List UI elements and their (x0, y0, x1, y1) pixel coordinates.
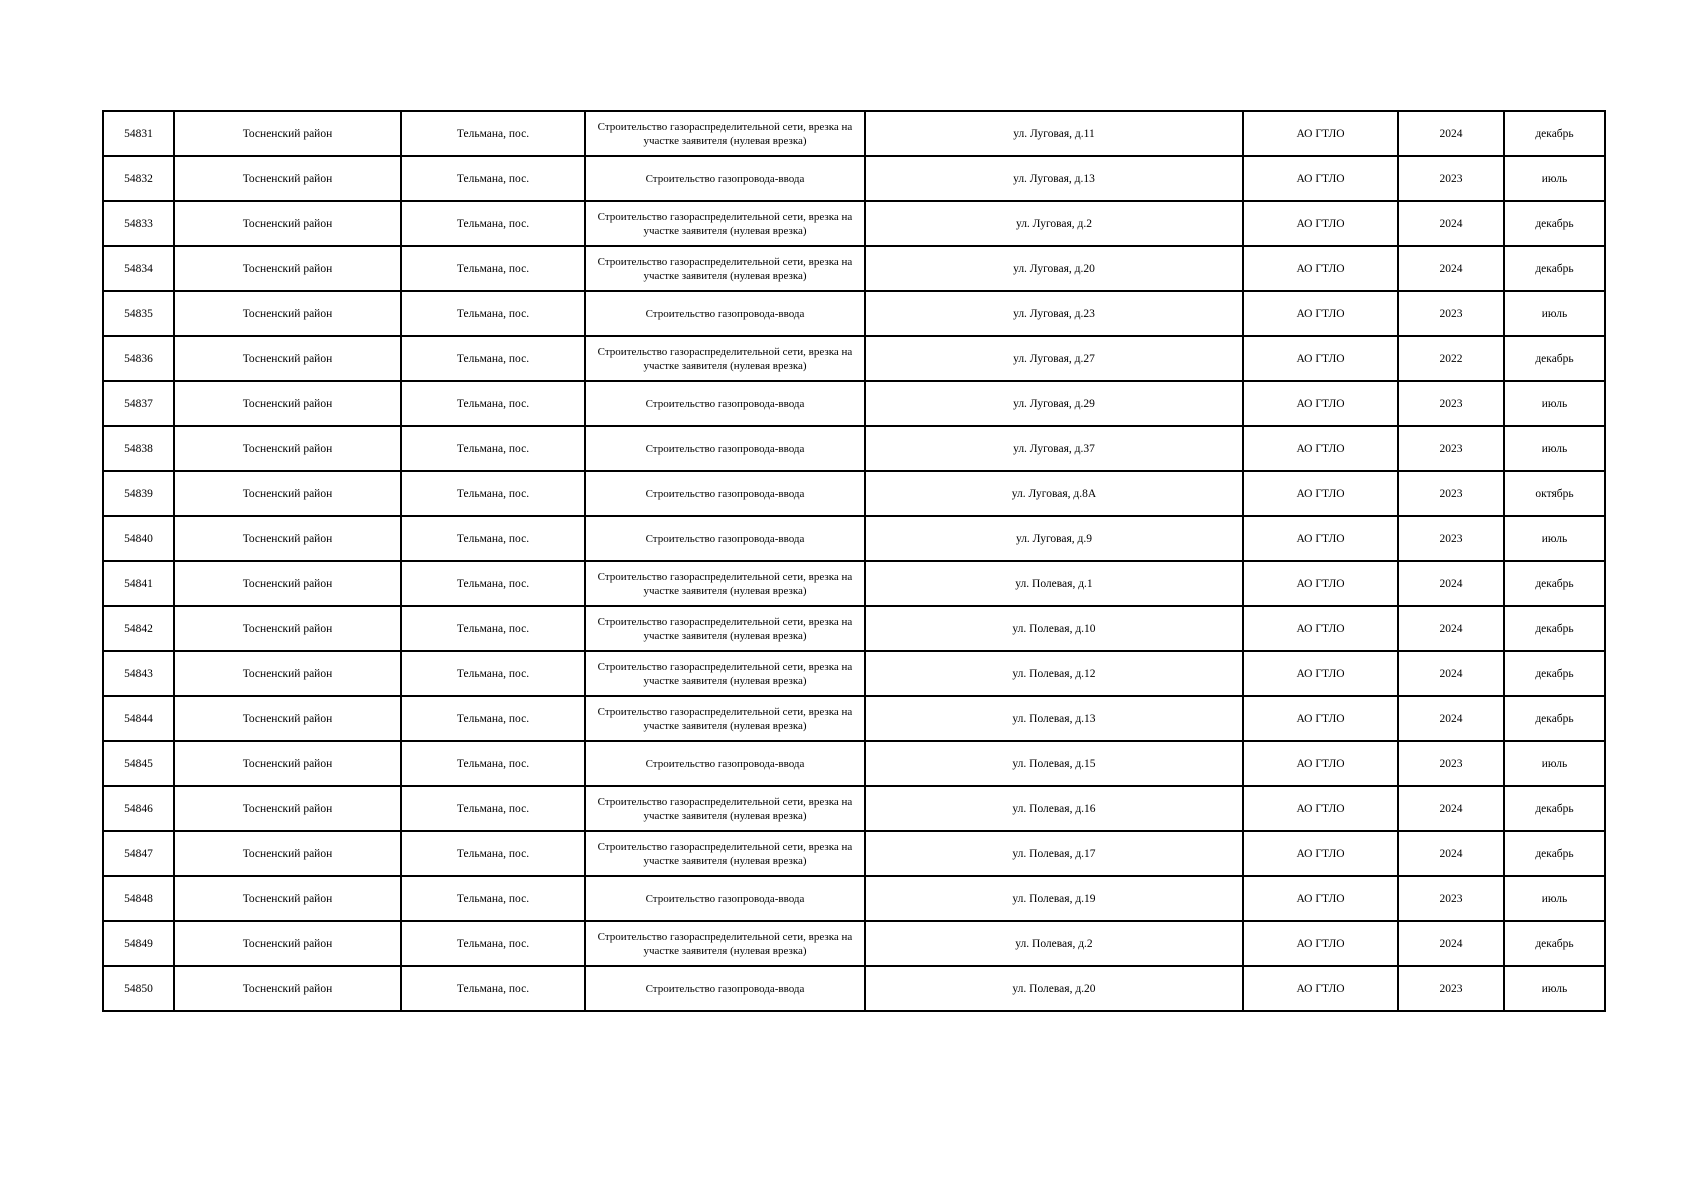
cell-organization: АО ГТЛО (1243, 336, 1398, 381)
cell-organization: АО ГТЛО (1243, 651, 1398, 696)
cell-address: ул. Полевая, д.20 (865, 966, 1243, 1011)
cell-year: 2024 (1398, 606, 1504, 651)
cell-month: июль (1504, 291, 1605, 336)
table-row (103, 651, 1605, 696)
cell-year: 2024 (1398, 831, 1504, 876)
cell-district: Тосненский район (174, 786, 401, 831)
cell-year: 2023 (1398, 516, 1504, 561)
cell-month: декабрь (1504, 111, 1605, 156)
cell-month: декабрь (1504, 561, 1605, 606)
table-row (103, 966, 1605, 1011)
cell-district: Тосненский район (174, 246, 401, 291)
cell-settlement: Тельмана, пос. (401, 336, 585, 381)
cell-year: 2024 (1398, 921, 1504, 966)
cell-organization: АО ГТЛО (1243, 561, 1398, 606)
cell-year: 2024 (1398, 111, 1504, 156)
cell-id: 54842 (103, 606, 174, 651)
cell-id: 54834 (103, 246, 174, 291)
cell-year: 2023 (1398, 381, 1504, 426)
cell-address: ул. Полевая, д.10 (865, 606, 1243, 651)
cell-settlement: Тельмана, пос. (401, 606, 585, 651)
cell-work-type: Строительство газораспределительной сети, врезка на участке заявителя (нулевая врезка) (585, 336, 865, 381)
cell-district: Тосненский район (174, 966, 401, 1011)
cell-organization: АО ГТЛО (1243, 381, 1398, 426)
cell-id: 54841 (103, 561, 174, 606)
cell-district: Тосненский район (174, 741, 401, 786)
cell-month: декабрь (1504, 921, 1605, 966)
cell-year: 2024 (1398, 651, 1504, 696)
table-row (103, 426, 1605, 471)
cell-address: ул. Полевая, д.16 (865, 786, 1243, 831)
cell-work-type: Строительство газораспределительной сети, врезка на участке заявителя (нулевая врезка) (585, 111, 865, 156)
cell-year: 2023 (1398, 156, 1504, 201)
cell-settlement: Тельмана, пос. (401, 876, 585, 921)
cell-work-type: Строительство газопровода-ввода (585, 876, 865, 921)
cell-settlement: Тельмана, пос. (401, 111, 585, 156)
table-row (103, 246, 1605, 291)
cell-address: ул. Луговая, д.20 (865, 246, 1243, 291)
cell-organization: АО ГТЛО (1243, 696, 1398, 741)
cell-address: ул. Полевая, д.2 (865, 921, 1243, 966)
cell-district: Тосненский район (174, 516, 401, 561)
cell-month: июль (1504, 966, 1605, 1011)
cell-organization: АО ГТЛО (1243, 741, 1398, 786)
cell-organization: АО ГТЛО (1243, 291, 1398, 336)
cell-address: ул. Полевая, д.19 (865, 876, 1243, 921)
cell-organization: АО ГТЛО (1243, 201, 1398, 246)
cell-work-type: Строительство газопровода-ввода (585, 516, 865, 561)
cell-id: 54838 (103, 426, 174, 471)
cell-id: 54840 (103, 516, 174, 561)
cell-address: ул. Полевая, д.15 (865, 741, 1243, 786)
table-row (103, 606, 1605, 651)
cell-district: Тосненский район (174, 831, 401, 876)
cell-month: декабрь (1504, 606, 1605, 651)
cell-year: 2024 (1398, 696, 1504, 741)
cell-district: Тосненский район (174, 336, 401, 381)
cell-id: 54835 (103, 291, 174, 336)
table-row (103, 561, 1605, 606)
table-row (103, 291, 1605, 336)
cell-work-type: Строительство газопровода-ввода (585, 291, 865, 336)
cell-district: Тосненский район (174, 156, 401, 201)
cell-month: декабрь (1504, 786, 1605, 831)
cell-organization: АО ГТЛО (1243, 786, 1398, 831)
cell-year: 2022 (1398, 336, 1504, 381)
cell-district: Тосненский район (174, 381, 401, 426)
cell-year: 2024 (1398, 786, 1504, 831)
cell-settlement: Тельмана, пос. (401, 561, 585, 606)
cell-organization: АО ГТЛО (1243, 876, 1398, 921)
cell-id: 54837 (103, 381, 174, 426)
cell-work-type: Строительство газопровода-ввода (585, 966, 865, 1011)
cell-district: Тосненский район (174, 651, 401, 696)
cell-work-type: Строительство газораспределительной сети, врезка на участке заявителя (нулевая врезка) (585, 246, 865, 291)
cell-district: Тосненский район (174, 471, 401, 516)
table-row (103, 831, 1605, 876)
cell-address: ул. Луговая, д.2 (865, 201, 1243, 246)
table-row (103, 516, 1605, 561)
cell-id: 54833 (103, 201, 174, 246)
table-body (103, 111, 1605, 1011)
cell-settlement: Тельмана, пос. (401, 831, 585, 876)
cell-id: 54847 (103, 831, 174, 876)
cell-month: декабрь (1504, 651, 1605, 696)
cell-year: 2023 (1398, 876, 1504, 921)
cell-work-type: Строительство газораспределительной сети, врезка на участке заявителя (нулевая врезка) (585, 606, 865, 651)
cell-month: октябрь (1504, 471, 1605, 516)
cell-organization: АО ГТЛО (1243, 831, 1398, 876)
cell-work-type: Строительство газораспределительной сети, врезка на участке заявителя (нулевая врезка) (585, 696, 865, 741)
cell-year: 2023 (1398, 741, 1504, 786)
table-row (103, 921, 1605, 966)
cell-settlement: Тельмана, пос. (401, 246, 585, 291)
cell-id: 54836 (103, 336, 174, 381)
cell-work-type: Строительство газопровода-ввода (585, 426, 865, 471)
cell-organization: АО ГТЛО (1243, 246, 1398, 291)
cell-address: ул. Полевая, д.12 (865, 651, 1243, 696)
cell-address: ул. Полевая, д.17 (865, 831, 1243, 876)
cell-work-type: Строительство газораспределительной сети, врезка на участке заявителя (нулевая врезка) (585, 201, 865, 246)
cell-settlement: Тельмана, пос. (401, 651, 585, 696)
cell-year: 2024 (1398, 561, 1504, 606)
cell-district: Тосненский район (174, 201, 401, 246)
cell-work-type: Строительство газопровода-ввода (585, 156, 865, 201)
table-row (103, 381, 1605, 426)
cell-year: 2023 (1398, 291, 1504, 336)
cell-work-type: Строительство газораспределительной сети, врезка на участке заявителя (нулевая врезка) (585, 831, 865, 876)
cell-settlement: Тельмана, пос. (401, 921, 585, 966)
table-row (103, 471, 1605, 516)
cell-organization: АО ГТЛО (1243, 966, 1398, 1011)
cell-work-type: Строительство газопровода-ввода (585, 471, 865, 516)
cell-id: 54849 (103, 921, 174, 966)
cell-address: ул. Луговая, д.13 (865, 156, 1243, 201)
cell-month: декабрь (1504, 246, 1605, 291)
cell-settlement: Тельмана, пос. (401, 786, 585, 831)
gasification-table (102, 110, 1606, 1012)
cell-month: июль (1504, 741, 1605, 786)
cell-year: 2024 (1398, 201, 1504, 246)
cell-address: ул. Луговая, д.8А (865, 471, 1243, 516)
cell-district: Тосненский район (174, 921, 401, 966)
cell-address: ул. Полевая, д.1 (865, 561, 1243, 606)
cell-address: ул. Полевая, д.13 (865, 696, 1243, 741)
cell-work-type: Строительство газопровода-ввода (585, 741, 865, 786)
cell-month: июль (1504, 426, 1605, 471)
cell-settlement: Тельмана, пос. (401, 201, 585, 246)
cell-organization: АО ГТЛО (1243, 426, 1398, 471)
cell-month: декабрь (1504, 336, 1605, 381)
cell-district: Тосненский район (174, 561, 401, 606)
cell-id: 54848 (103, 876, 174, 921)
cell-organization: АО ГТЛО (1243, 156, 1398, 201)
cell-organization: АО ГТЛО (1243, 921, 1398, 966)
cell-month: декабрь (1504, 831, 1605, 876)
cell-year: 2024 (1398, 246, 1504, 291)
cell-settlement: Тельмана, пос. (401, 471, 585, 516)
table-row (103, 156, 1605, 201)
cell-district: Тосненский район (174, 291, 401, 336)
cell-organization: АО ГТЛО (1243, 111, 1398, 156)
cell-year: 2023 (1398, 426, 1504, 471)
table-row (103, 336, 1605, 381)
cell-district: Тосненский район (174, 876, 401, 921)
cell-address: ул. Луговая, д.27 (865, 336, 1243, 381)
cell-id: 54846 (103, 786, 174, 831)
cell-month: июль (1504, 156, 1605, 201)
cell-work-type: Строительство газораспределительной сети, врезка на участке заявителя (нулевая врезка) (585, 561, 865, 606)
cell-district: Тосненский район (174, 111, 401, 156)
cell-work-type: Строительство газораспределительной сети, врезка на участке заявителя (нулевая врезка) (585, 786, 865, 831)
table-row (103, 876, 1605, 921)
cell-address: ул. Луговая, д.23 (865, 291, 1243, 336)
cell-id: 54845 (103, 741, 174, 786)
table-row (103, 741, 1605, 786)
cell-settlement: Тельмана, пос. (401, 516, 585, 561)
table-row (103, 696, 1605, 741)
cell-district: Тосненский район (174, 696, 401, 741)
cell-month: июль (1504, 876, 1605, 921)
cell-month: июль (1504, 381, 1605, 426)
cell-address: ул. Луговая, д.9 (865, 516, 1243, 561)
cell-settlement: Тельмана, пос. (401, 741, 585, 786)
cell-work-type: Строительство газораспределительной сети, врезка на участке заявителя (нулевая врезка) (585, 921, 865, 966)
cell-district: Тосненский район (174, 426, 401, 471)
cell-id: 54844 (103, 696, 174, 741)
cell-id: 54839 (103, 471, 174, 516)
cell-organization: АО ГТЛО (1243, 516, 1398, 561)
cell-district: Тосненский район (174, 606, 401, 651)
cell-year: 2023 (1398, 966, 1504, 1011)
cell-organization: АО ГТЛО (1243, 471, 1398, 516)
cell-id: 54831 (103, 111, 174, 156)
table-row (103, 201, 1605, 246)
cell-id: 54850 (103, 966, 174, 1011)
table-row (103, 111, 1605, 156)
cell-settlement: Тельмана, пос. (401, 291, 585, 336)
cell-settlement: Тельмана, пос. (401, 696, 585, 741)
cell-settlement: Тельмана, пос. (401, 426, 585, 471)
cell-settlement: Тельмана, пос. (401, 966, 585, 1011)
cell-id: 54843 (103, 651, 174, 696)
cell-settlement: Тельмана, пос. (401, 381, 585, 426)
cell-id: 54832 (103, 156, 174, 201)
cell-month: июль (1504, 516, 1605, 561)
cell-settlement: Тельмана, пос. (401, 156, 585, 201)
cell-address: ул. Луговая, д.11 (865, 111, 1243, 156)
cell-address: ул. Луговая, д.29 (865, 381, 1243, 426)
cell-month: декабрь (1504, 696, 1605, 741)
cell-address: ул. Луговая, д.37 (865, 426, 1243, 471)
cell-month: декабрь (1504, 201, 1605, 246)
table-row (103, 786, 1605, 831)
cell-organization: АО ГТЛО (1243, 606, 1398, 651)
cell-work-type: Строительство газопровода-ввода (585, 381, 865, 426)
cell-work-type: Строительство газораспределительной сети, врезка на участке заявителя (нулевая врезка) (585, 651, 865, 696)
cell-year: 2023 (1398, 471, 1504, 516)
